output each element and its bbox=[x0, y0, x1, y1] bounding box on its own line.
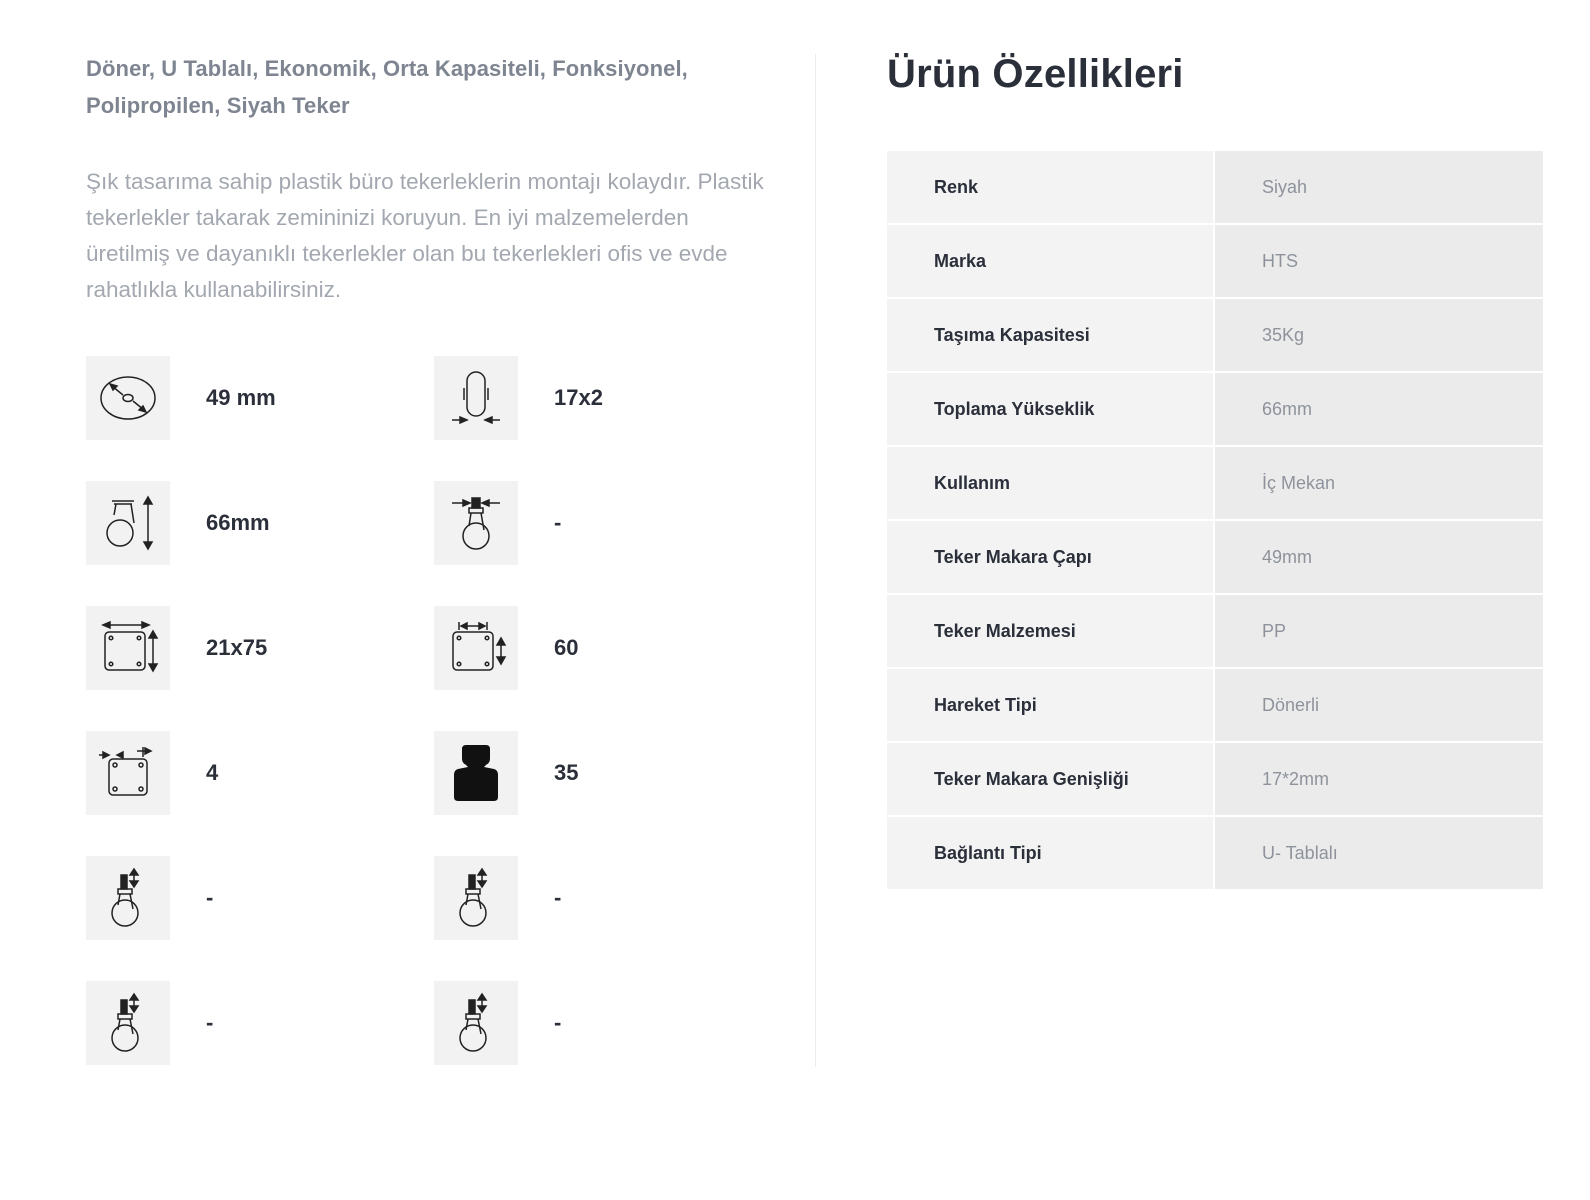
spec-item-wheel-diameter bbox=[86, 356, 406, 440]
column-divider bbox=[815, 54, 816, 1067]
product-info bbox=[86, 50, 766, 308]
spec-item-hole-diameter bbox=[86, 731, 406, 815]
row-label: Marka bbox=[887, 225, 1213, 297]
wheel-width-icon bbox=[434, 356, 518, 440]
features-table bbox=[887, 151, 1543, 891]
weight-capacity-icon bbox=[434, 731, 518, 815]
row-value: 49mm bbox=[1215, 521, 1543, 593]
spec-item-stem-brake bbox=[86, 856, 406, 940]
plate-size-icon bbox=[86, 606, 170, 690]
row-value: Dönerli bbox=[1215, 669, 1543, 741]
product-subtitle-line1: Döner, U Tablalı, Ekonomik, Orta Kapasiteli, Fonksiyonel, bbox=[86, 56, 688, 81]
spec-value: 4 bbox=[206, 760, 219, 785]
row-value: 17*2mm bbox=[1215, 743, 1543, 815]
table-row bbox=[887, 225, 1543, 297]
table-row bbox=[887, 299, 1543, 371]
row-label: Teker Makara Genişliği bbox=[887, 743, 1213, 815]
hole-spacing-icon bbox=[434, 606, 518, 690]
spec-value: - bbox=[554, 510, 562, 535]
spec-value: 17x2 bbox=[554, 385, 603, 410]
spec-value: 66mm bbox=[206, 510, 270, 535]
spec-value: 35 bbox=[554, 760, 579, 785]
table-row bbox=[887, 521, 1543, 593]
row-value: İç Mekan bbox=[1215, 447, 1543, 519]
spec-item-hole-spacing bbox=[434, 606, 754, 690]
row-value: Siyah bbox=[1215, 151, 1543, 223]
row-label: Teker Malzemesi bbox=[887, 595, 1213, 667]
row-label: Renk bbox=[887, 151, 1213, 223]
product-description: Şık tasarıma sahip plastik büro tekerleklerin montajı kolaydır. Plastik tekerlekler takarak zemininizi koruyun. En iyi malzemelerden üretilmiş ve dayanıklı tekerlekler olan bu tekerlekleri ofis ve evde rahatlıkla kullanabilirsiniz. bbox=[86, 169, 764, 302]
row-label: Taşıma Kapasitesi bbox=[887, 299, 1213, 371]
row-value: 66mm bbox=[1215, 373, 1543, 445]
spec-value: - bbox=[554, 1010, 562, 1035]
spec-value: - bbox=[554, 885, 562, 910]
wheel-diameter-icon bbox=[86, 356, 170, 440]
row-label: Hareket Tipi bbox=[887, 669, 1213, 741]
row-label: Kullanım bbox=[887, 447, 1213, 519]
spec-item-stem-brake bbox=[434, 856, 754, 940]
spec-item-plate-size bbox=[86, 606, 406, 690]
row-label: Bağlantı Tipi bbox=[887, 817, 1213, 889]
spec-item-weight-capacity bbox=[434, 731, 754, 815]
stem-brake-icon bbox=[434, 856, 518, 940]
hole-diameter-icon bbox=[86, 731, 170, 815]
row-value: PP bbox=[1215, 595, 1543, 667]
spec-item-stem-brake bbox=[86, 981, 406, 1065]
stem-brake-icon bbox=[434, 981, 518, 1065]
product-subtitle bbox=[86, 50, 766, 124]
row-value: U- Tablalı bbox=[1215, 817, 1543, 889]
spec-value: - bbox=[206, 885, 214, 910]
table-row bbox=[887, 373, 1543, 445]
table-row bbox=[887, 669, 1543, 741]
spec-value: 21x75 bbox=[206, 635, 268, 660]
spec-value: - bbox=[206, 1010, 214, 1035]
stem-size-icon bbox=[434, 481, 518, 565]
features-title: Ürün Özellikleri bbox=[887, 52, 1184, 96]
spec-value: 60 bbox=[554, 635, 579, 660]
spec-item-total-height bbox=[86, 481, 406, 565]
product-subtitle-line2: Polipropilen, Siyah Teker bbox=[86, 93, 350, 118]
table-row bbox=[887, 817, 1543, 889]
row-value: 35Kg bbox=[1215, 299, 1543, 371]
spec-item-stem-size bbox=[434, 481, 754, 565]
stem-brake-icon bbox=[86, 856, 170, 940]
total-height-icon bbox=[86, 481, 170, 565]
row-value: HTS bbox=[1215, 225, 1543, 297]
spec-item-stem-brake bbox=[434, 981, 754, 1065]
spec-item-wheel-width bbox=[434, 356, 754, 440]
table-row bbox=[887, 447, 1543, 519]
spec-value: 49 mm bbox=[206, 385, 276, 410]
stem-brake-icon bbox=[86, 981, 170, 1065]
table-row bbox=[887, 151, 1543, 223]
table-row bbox=[887, 595, 1543, 667]
row-label: Teker Makara Çapı bbox=[887, 521, 1213, 593]
row-label: Toplama Yükseklik bbox=[887, 373, 1213, 445]
table-row bbox=[887, 743, 1543, 815]
